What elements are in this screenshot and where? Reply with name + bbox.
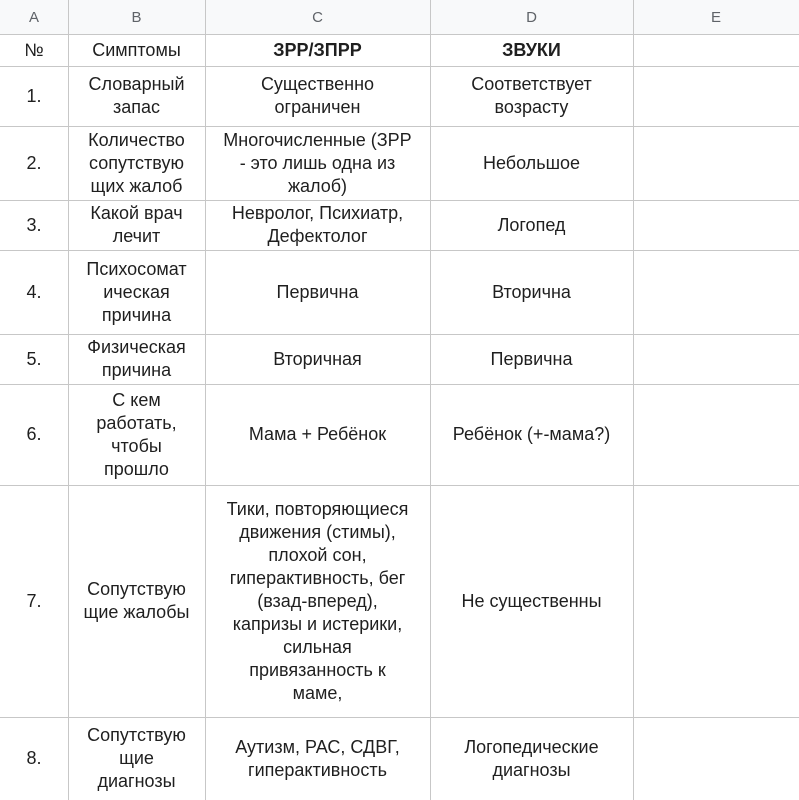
- header-sounds-text: ЗВУКИ: [502, 39, 561, 60]
- header-num[interactable]: [0, 34, 68, 66]
- column-header-d-text: D: [526, 8, 537, 26]
- sounds-cell-text: Соответствует возрасту: [471, 74, 592, 117]
- sounds-cell[interactable]: [430, 384, 633, 485]
- row-number-cell[interactable]: [0, 200, 68, 250]
- row-number-cell[interactable]: [0, 384, 68, 485]
- zrr-cell[interactable]: [205, 250, 430, 334]
- row-number-cell-text: 8.: [26, 748, 42, 768]
- symptom-cell[interactable]: [68, 384, 205, 485]
- sounds-cell[interactable]: [430, 717, 633, 800]
- column-header-c-text: C: [312, 8, 323, 26]
- row-number-cell[interactable]: [0, 250, 68, 334]
- row-number-cell-text: 5.: [26, 348, 42, 369]
- zrr-cell-text: Многочисленные (ЗРР - это лишь одна из жалоб): [223, 129, 412, 196]
- zrr-cell-text: Аутизм, РАС, СДВГ, гиперактивность: [235, 736, 400, 780]
- header-zrr-text: ЗРР/ЗПРР: [273, 39, 362, 60]
- sounds-cell-text: Не существенны: [461, 590, 602, 611]
- header-symptoms[interactable]: [68, 34, 205, 66]
- row-number-cell[interactable]: [0, 717, 68, 800]
- column-header-e-text: E: [710, 8, 721, 26]
- empty-cell[interactable]: [633, 66, 799, 126]
- sounds-cell-text: Логопед: [497, 214, 566, 235]
- sounds-cell[interactable]: [430, 334, 633, 384]
- column-header-a-text: A: [28, 8, 39, 26]
- sounds-cell[interactable]: [430, 200, 633, 250]
- row-number-cell[interactable]: [0, 66, 68, 126]
- symptom-cell[interactable]: [68, 200, 205, 250]
- empty-cell[interactable]: [633, 126, 799, 200]
- symptom-cell-text: Сопутствую щие диагнозы: [87, 725, 186, 791]
- sounds-cell-text: Небольшое: [482, 152, 581, 173]
- header-extra[interactable]: [633, 34, 799, 66]
- empty-cell[interactable]: [633, 250, 799, 334]
- empty-cell[interactable]: [633, 384, 799, 485]
- symptom-cell-text: С кем работать, чтобы прошло: [96, 389, 177, 479]
- zrr-cell[interactable]: [205, 384, 430, 485]
- symptom-cell[interactable]: [68, 250, 205, 334]
- row-number-cell-text: 3.: [26, 214, 42, 235]
- header-symptoms-text: Симптомы: [92, 39, 181, 60]
- symptom-cell[interactable]: [68, 717, 205, 800]
- row-number-cell[interactable]: [0, 485, 68, 717]
- row-number-cell-text: 6.: [26, 424, 42, 444]
- row-number-cell[interactable]: [0, 334, 68, 384]
- sounds-cell[interactable]: [430, 250, 633, 334]
- zrr-cell[interactable]: [205, 200, 430, 250]
- symptom-cell-text: Какой врач лечит: [90, 203, 183, 246]
- symptom-cell[interactable]: [68, 66, 205, 126]
- empty-cell[interactable]: [633, 334, 799, 384]
- zrr-cell[interactable]: [205, 66, 430, 126]
- zrr-cell-text: Первична: [276, 281, 359, 302]
- zrr-cell[interactable]: [205, 126, 430, 200]
- sounds-cell-text: Первична: [490, 348, 573, 369]
- column-header-d[interactable]: [430, 0, 633, 34]
- column-header-b[interactable]: [68, 0, 205, 34]
- empty-cell[interactable]: [633, 717, 799, 800]
- sounds-cell-text: Логопедические диагнозы: [464, 736, 599, 780]
- sounds-cell[interactable]: [430, 485, 633, 717]
- symptom-cell-text: Физическая причина: [87, 337, 186, 380]
- zrr-cell-text: Вторичная: [273, 348, 362, 369]
- row-number-cell[interactable]: [0, 126, 68, 200]
- row-number-cell-text: 1.: [26, 85, 42, 106]
- symptom-cell-text: Количество сопутствую щих жалоб: [88, 129, 185, 196]
- symptom-cell-text: Сопутствую щие жалобы: [83, 579, 190, 622]
- empty-cell[interactable]: [633, 485, 799, 717]
- symptom-cell[interactable]: [68, 485, 205, 717]
- row-number-cell-text: 2.: [26, 152, 42, 173]
- header-zrr[interactable]: [205, 34, 430, 66]
- zrr-cell-text: Тики, повторяющиеся движения (стимы), плохой сон, гиперактивность, бег (взад-вперед), капризы и истерики, сильная привязанность к маме,: [226, 498, 409, 703]
- sounds-cell-text: Вторична: [492, 281, 571, 302]
- sounds-cell-text: Ребёнок (+-мама?): [452, 424, 611, 444]
- column-header-e[interactable]: [633, 0, 799, 34]
- zrr-cell-text: Невролог, Психиатр, Дефектолог: [231, 203, 404, 246]
- row-number-cell-text: 7.: [26, 590, 42, 611]
- sounds-cell[interactable]: [430, 126, 633, 200]
- symptom-cell-text: Словарный запас: [88, 74, 185, 117]
- zrr-cell[interactable]: [205, 717, 430, 800]
- symptom-cell[interactable]: [68, 334, 205, 384]
- sounds-cell[interactable]: [430, 66, 633, 126]
- column-header-c[interactable]: [205, 0, 430, 34]
- zrr-cell[interactable]: [205, 485, 430, 717]
- zrr-cell-text: Мама + Ребёнок: [248, 424, 387, 444]
- zrr-cell[interactable]: [205, 334, 430, 384]
- empty-cell[interactable]: [633, 200, 799, 250]
- header-num-text: №: [24, 39, 44, 60]
- column-header-b-text: B: [131, 8, 142, 26]
- row-number-cell-text: 4.: [26, 281, 42, 302]
- column-header-a[interactable]: [0, 0, 68, 34]
- zrr-cell-text: Существенно ограничен: [260, 74, 375, 117]
- header-sounds[interactable]: [430, 34, 633, 66]
- symptom-cell-text: Психосомат ическая причина: [86, 258, 187, 325]
- symptom-cell[interactable]: [68, 126, 205, 200]
